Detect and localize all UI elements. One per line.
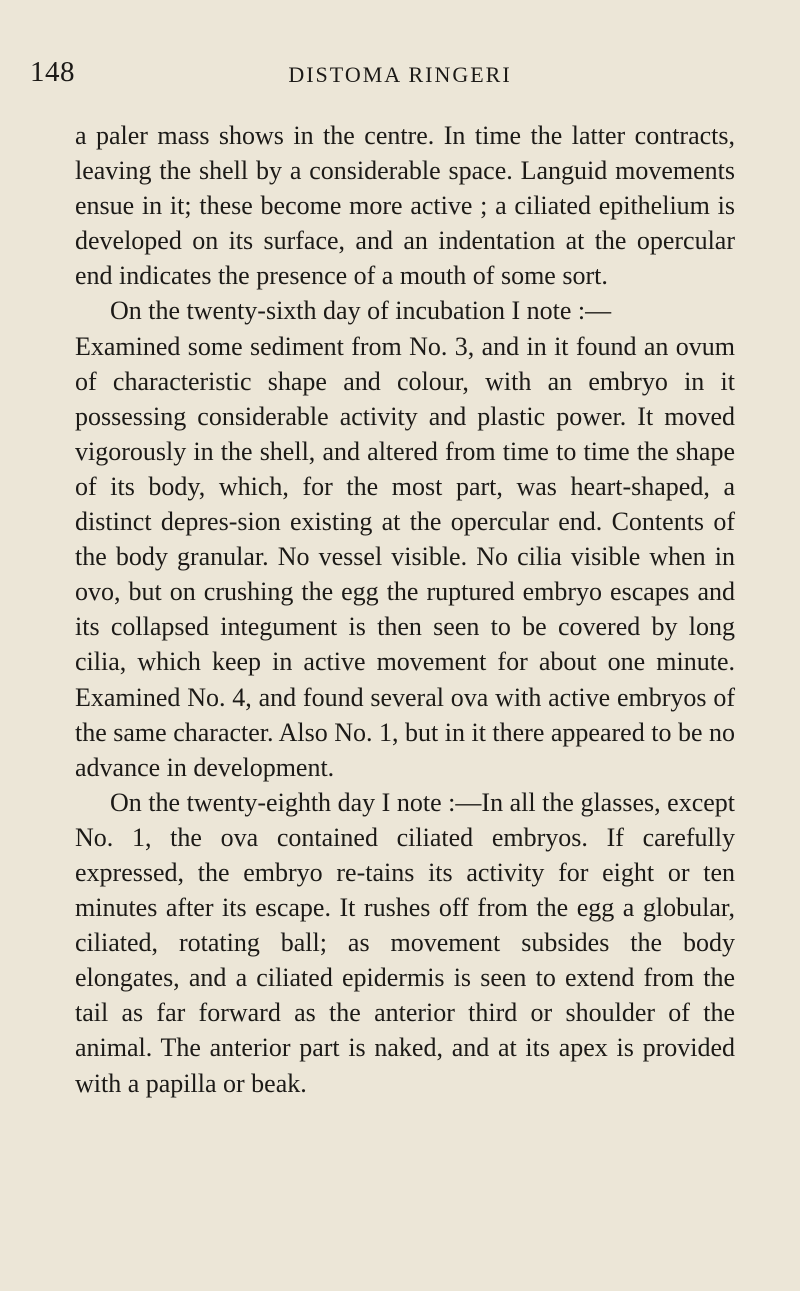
paragraph-1: a paler mass shows in the centre. In time the latter contracts, leaving the shell by a considerable space. Languid movements ensue in it; these become more active ; a ciliated epithelium is developed on its surface, and an indentation at the opercular end indicates the presence of a mouth of some sort. (75, 121, 735, 291)
paragraph-3: Examined some sediment from No. 3, and in it found an ovum of characteristic shape and colour, with an embryo in it possessing considerable activity and plastic power. It moved vigorously in the shell, and altered from time to time the shape of its body, which, for the most part, was heart-shaped, a distinct depres-sion existing at the opercular end. Contents of the body granular. No vessel visible. No cilia visible when in ovo, but on crushing the egg the ruptured embryo escapes and its collapsed integument is then seen to be covered by long cilia, which keep in active movement for about one minute. Examined No. 4, and found several ova with active embryos of the same character. Also No. 1, but in it there appeared to be no advance in development. (75, 331, 735, 782)
page-number: 148 (30, 56, 75, 88)
paragraph-2: On the twenty-sixth day of incubation I note :— (110, 296, 612, 326)
paragraph-4: On the twenty-eighth day I note :—In all the glasses, except No. 1, the ova contained ciliated embryos. If carefully expressed, the embryo re-tains its activity for eight or ten minutes after its escape. It rushes off from the egg a globular, ciliated, rotating ball; as movement subsides the body elongates, and a ciliated epidermis is seen to extend from the tail as far forward as the anterior third or shoulder of the animal. The anterior part is naked, and at its apex is provided with a papilla or beak. (75, 787, 735, 1098)
body-text (75, 118, 735, 1101)
running-title: DISTOMA RINGERI (288, 62, 512, 87)
